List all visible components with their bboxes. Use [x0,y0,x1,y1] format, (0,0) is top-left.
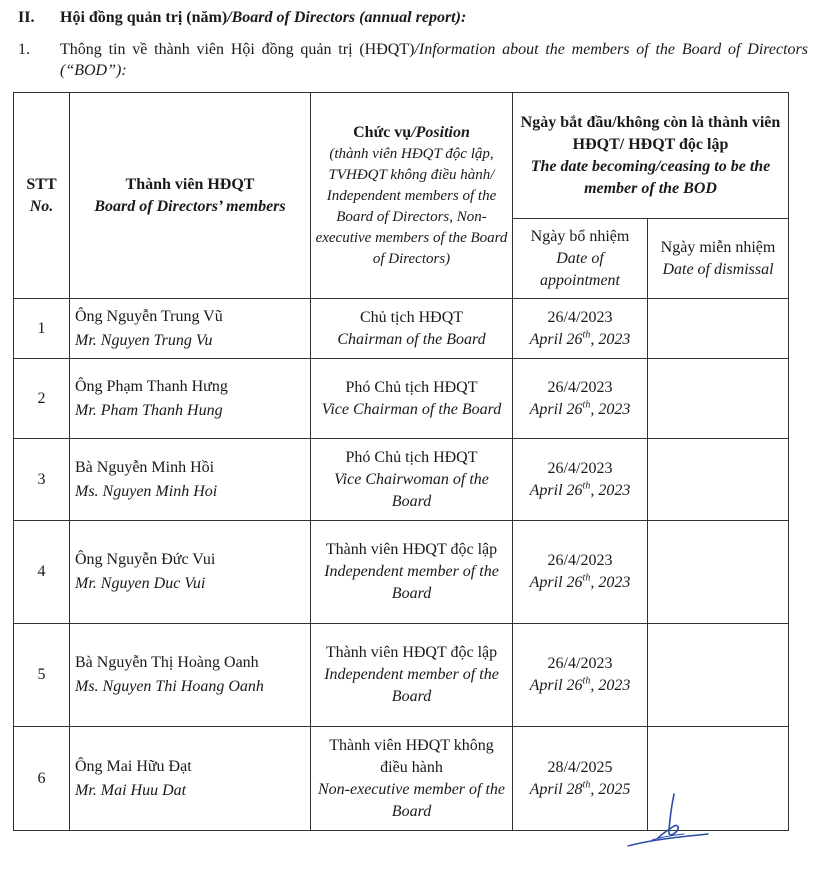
row-number: 1 [14,299,70,359]
subsection-text-vi: Thông tin về thành viên Hội đồng quản trị (HĐQT) [60,41,415,58]
section-title-en: /Board of Directors (annual report): [227,9,467,26]
appointment-cell [513,439,648,521]
appointment-date-en-main: April 26 [529,677,583,694]
member-name-cell [70,727,311,831]
appointment-date-en-year: , 2025 [590,780,631,798]
header-position-vi: Chức vụ [353,123,412,141]
appointment-date-en-suffix: th [582,399,591,411]
subsection-number: 1. [18,41,30,58]
member-name-vi: Ông Mai Hữu Đạt [75,757,192,775]
appointment-date-en [516,572,644,594]
handwritten-signature-icon [622,790,712,850]
member-name-vi: Ông Phạm Thanh Hưng [75,377,228,395]
table-row [14,521,789,624]
table-row [14,359,789,439]
section-heading [18,7,808,29]
appointment-date-en-main: April 26 [529,481,583,499]
section-number: II. [18,9,35,26]
appointment-date-vi: 26/4/2023 [547,308,613,326]
subsection-text [60,39,808,81]
appointment-date-en-main: April 26 [529,330,583,348]
board-members-table [13,92,789,831]
member-name-en: Ms. Nguyen Minh Hoi [75,482,218,500]
member-name-vi: Ông Nguyễn Trung Vũ [75,307,223,325]
member-name-cell [70,299,311,359]
table-header-row [14,93,789,219]
header-date [513,93,789,219]
header-date-en: The date becoming/ceasing to be the member of the BOD [530,157,771,197]
position-cell [311,624,513,727]
subsection-text-en: /Information about the members of the Board of Directors (“BOD”): [60,41,808,79]
position-cell [311,727,513,831]
position-vi: Phó Chủ tịch HĐQT [345,448,478,466]
appointment-date-vi: 26/4/2023 [547,552,613,569]
appointment-date-vi: 28/4/2025 [547,758,613,776]
appointment-date-en-year: , 2023 [590,400,631,418]
position-cell [311,439,513,521]
member-name-en: Ms. Nguyen Thi Hoang Oanh [75,678,264,695]
section-title-vi: Hội đồng quản trị (năm) [60,9,228,26]
appointment-date-vi: 26/4/2023 [547,459,613,477]
appointment-cell [513,624,648,727]
member-name-cell [70,439,311,521]
member-name-cell [70,624,311,727]
header-dismissal [648,219,789,299]
appointment-date-en-main: April 28 [529,780,583,798]
header-member-vi: Thành viên HĐQT [125,175,255,193]
appointment-date-vi: 26/4/2023 [547,378,613,396]
appointment-date-en-year: , 2023 [590,481,631,499]
appointment-date-en [516,480,644,502]
appointment-date-en [516,329,644,351]
header-dismissal-vi: Ngày miễn nhiệm [660,238,776,256]
position-en: Chairman of the Board [337,330,486,348]
row-number: 2 [14,359,70,439]
dismissal-cell [648,624,789,727]
appointment-date-en-year: , 2023 [590,677,631,694]
table-row [14,439,789,521]
header-position [311,93,513,299]
member-name-en: Mr. Mai Huu Dat [75,781,187,799]
header-stt-en: No. [29,197,54,215]
appointment-cell [513,521,648,624]
header-date-vi: Ngày bắt đầu/không còn là thành viên HĐQT/ HĐQT độc lập [520,113,781,153]
table-row [14,624,789,727]
subsection-heading [18,39,808,81]
position-vi: Thành viên HĐQT độc lập [325,644,498,661]
table-row [14,299,789,359]
member-name-en: Mr. Nguyen Trung Vu [75,331,213,349]
member-name-vi: Bà Nguyễn Minh Hồi [75,458,215,476]
appointment-date-en [516,399,644,421]
header-position-en: /Position [411,123,470,141]
header-position-note: (thành viên HĐQT độc lập, TVHĐQT không điều hành/ Independent members of the Board of Directors, Non-executive members of the Board of Directors) [315,145,508,267]
header-stt-vi: STT [26,175,57,193]
appointment-cell [513,359,648,439]
header-member-en: Board of Directors’ members [94,197,286,215]
dismissal-cell [648,439,789,521]
header-appointment [513,219,648,299]
position-en: Independent member of the Board [324,563,499,602]
appointment-date-en-suffix: th [582,329,591,341]
position-cell [311,521,513,624]
dismissal-cell [648,359,789,439]
row-number: 6 [14,727,70,831]
appointment-date-vi: 26/4/2023 [547,655,613,672]
appointment-date-en-suffix: th [582,480,591,492]
appointment-date-en-suffix: th [582,675,591,687]
appointment-cell [513,299,648,359]
position-vi: Phó Chủ tịch HĐQT [345,378,478,396]
position-vi: Thành viên HĐQT độc lập [325,541,498,558]
row-number: 3 [14,439,70,521]
position-cell [311,299,513,359]
header-dismissal-en: Date of dismissal [662,260,774,278]
row-number: 5 [14,624,70,727]
member-name-cell [70,359,311,439]
member-name-vi: Ông Nguyễn Đức Vui [75,551,216,568]
header-appointment-vi: Ngày bổ nhiệm [530,227,630,245]
appointment-date-en-main: April 26 [529,400,583,418]
position-en: Vice Chairman of the Board [321,400,502,418]
member-name-vi: Bà Nguyễn Thị Hoàng Oanh [75,654,259,671]
header-member [70,93,311,299]
position-vi: Chủ tịch HĐQT [359,308,464,326]
position-vi: Thành viên HĐQT không điều hành [329,736,494,776]
position-en: Independent member of the Board [324,666,499,705]
appointment-date-en-year: , 2023 [590,330,631,348]
dismissal-cell [648,299,789,359]
header-appointment-en: Date of appointment [540,249,620,289]
position-en: Non-executive member of the Board [317,780,506,820]
appointment-date-en-suffix: th [582,572,591,584]
position-cell [311,359,513,439]
dismissal-cell [648,521,789,624]
member-name-en: Mr. Pham Thanh Hung [75,401,223,419]
appointment-date-en-suffix: th [582,779,591,791]
position-en: Vice Chairwoman of the Board [334,470,489,510]
appointment-date-en [516,675,644,697]
row-number: 4 [14,521,70,624]
member-name-en: Mr. Nguyen Duc Vui [75,575,206,592]
appointment-date-en-year: , 2023 [590,574,631,591]
member-name-cell [70,521,311,624]
header-stt [14,93,70,299]
appointment-date-en-main: April 26 [529,574,583,591]
